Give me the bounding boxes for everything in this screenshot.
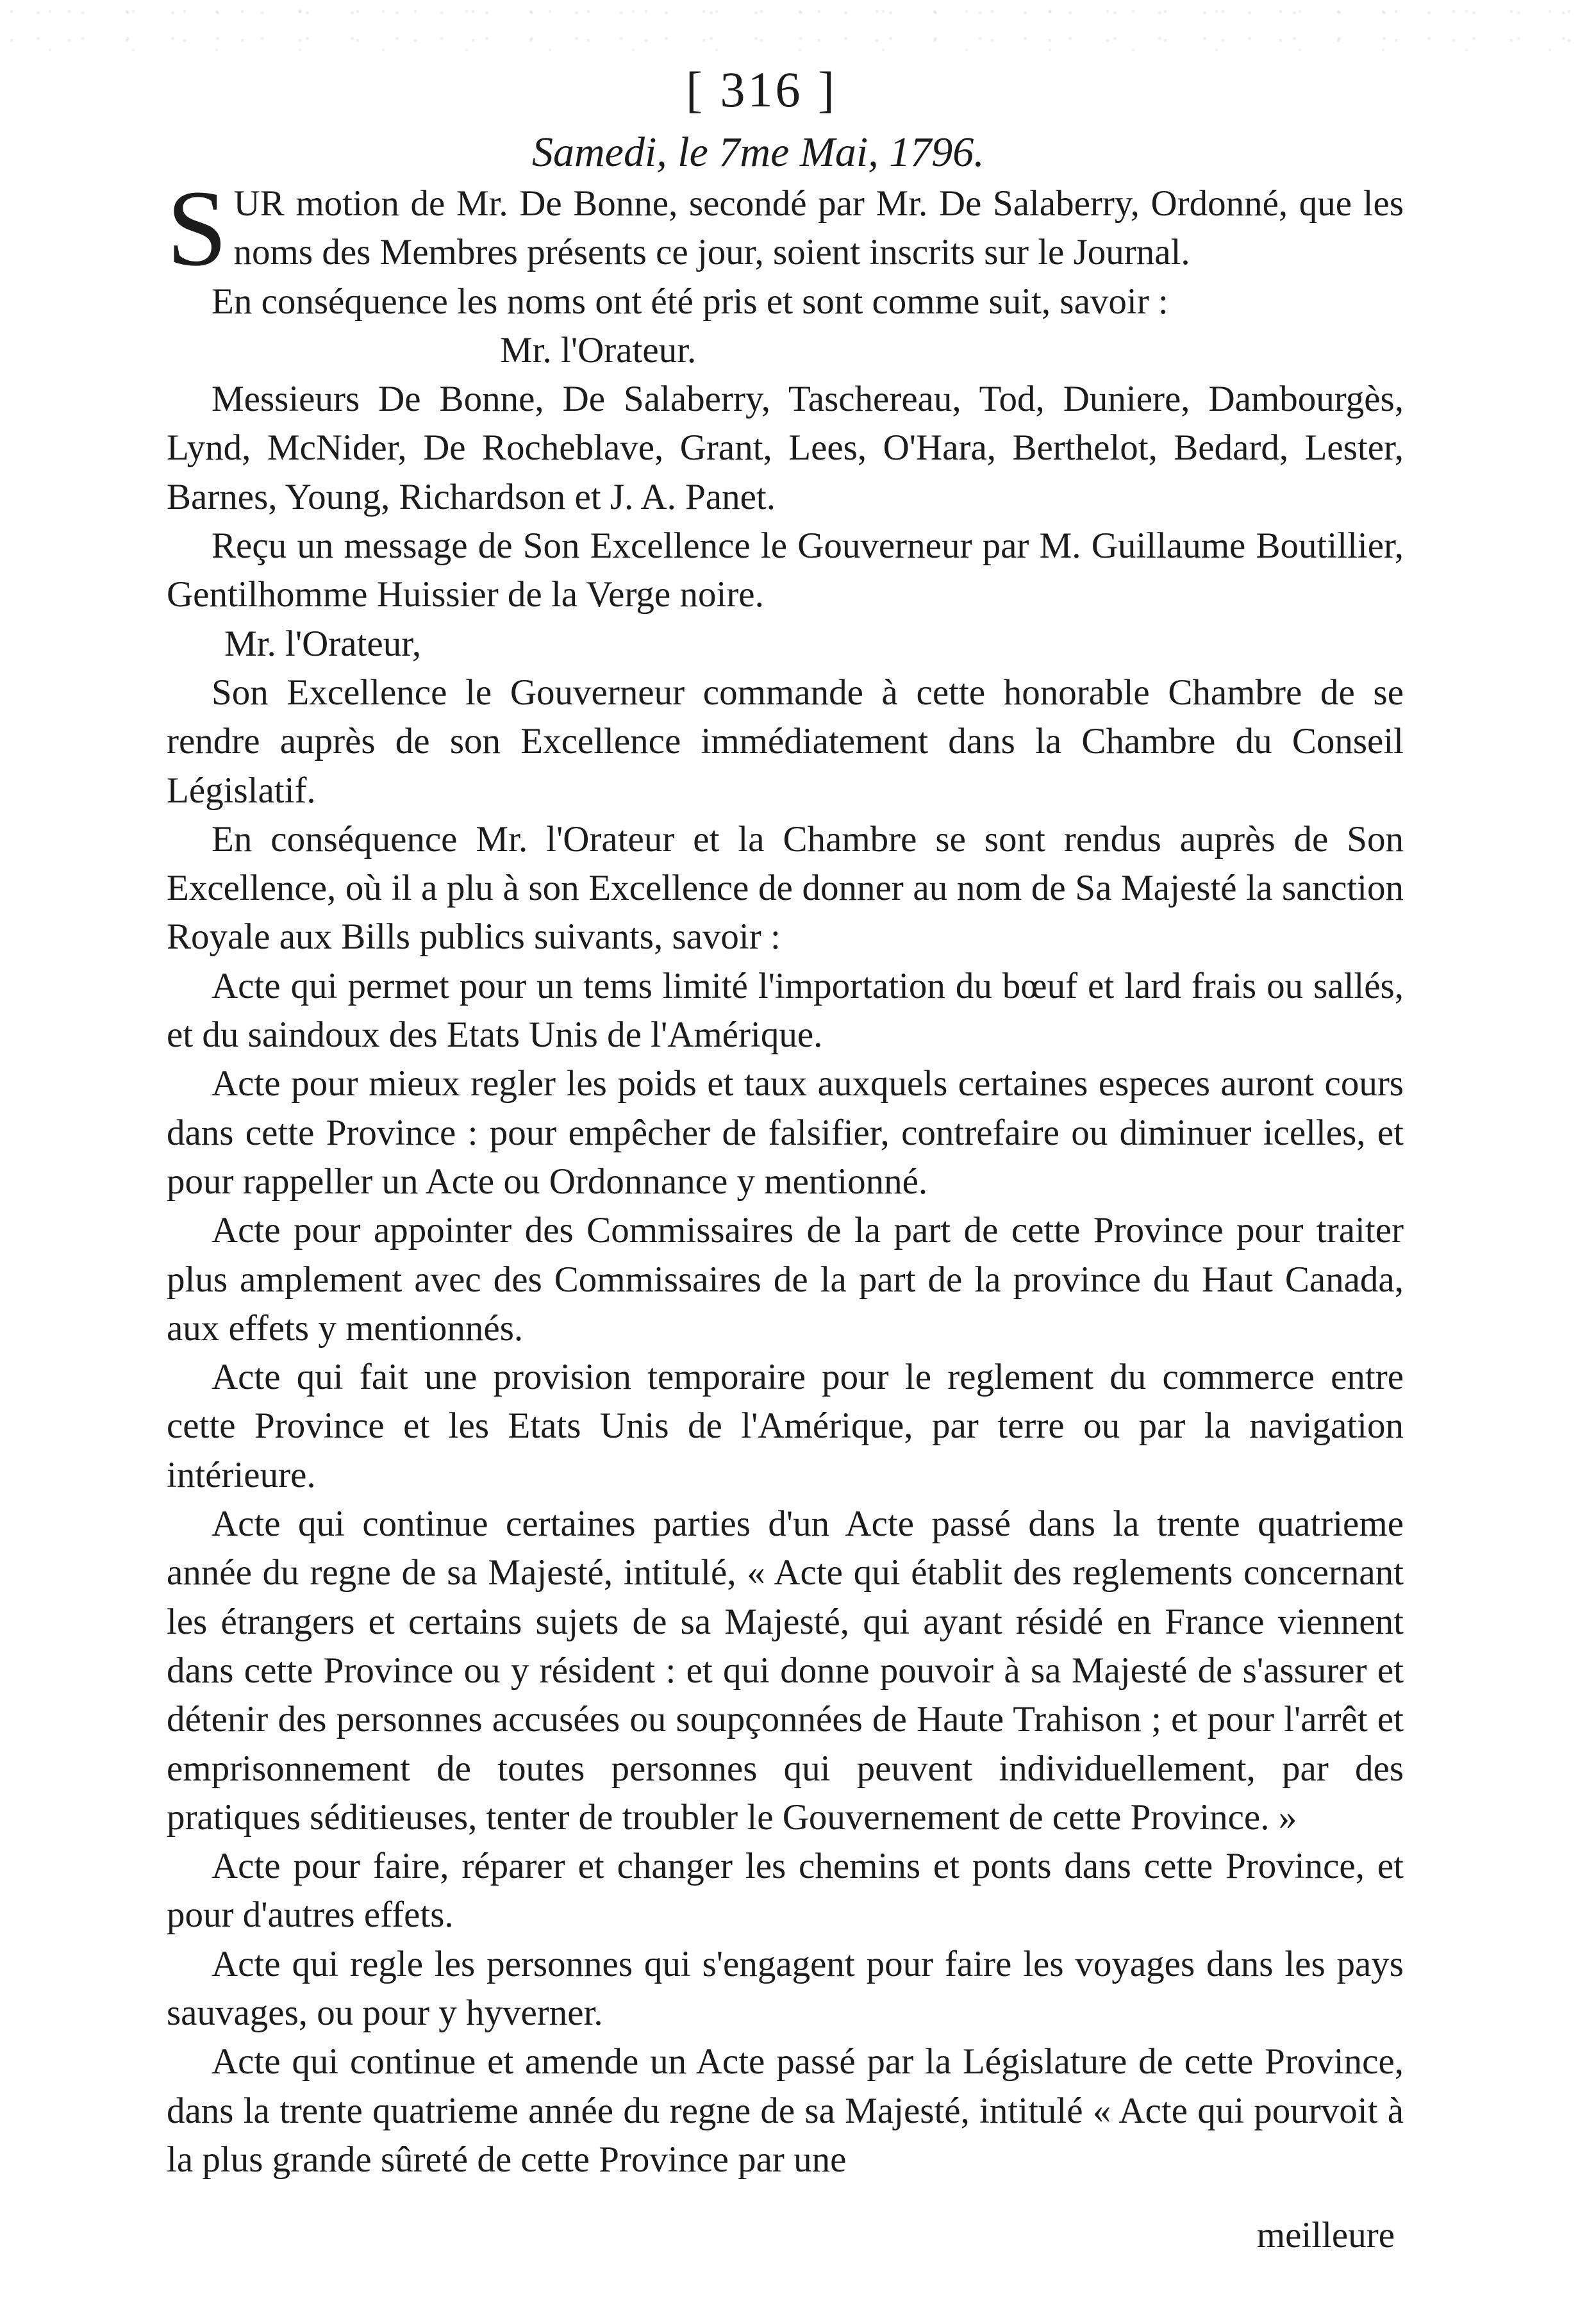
paragraph-text: UR motion de Mr. De Bonne, secondé par Mr. De Salaberry, Ordonné, que les noms des Membres présents ce jour, soient inscrits sur le Journal. (233, 183, 1404, 273)
dateline: Samedi, le 7me Mai, 1796. (532, 129, 985, 176)
drop-cap: S (167, 168, 228, 288)
journal-text (167, 168, 1404, 2184)
paragraph-act: Acte qui permet pour un tems limité l'importation du bœuf et lard frais ou sallés, et du saindoux des Etats Unis de l'Amérique. (167, 965, 1404, 1056)
paragraph-act: Acte qui fait une provision temporaire pour le reglement du commerce entre cette Province et les Etats Unis de l'Amérique, par terre ou par la navigation intérieure. (167, 1357, 1404, 1495)
paragraph-orateur: Mr. l'Orateur. (500, 329, 697, 370)
scan-noise-band (0, 0, 1587, 58)
paragraph-act: Acte qui continue et amende un Acte passé par la Législature de cette Province, dans la trente quatrieme année du regne de sa Majesté, intitulé « Acte qui pourvoit à la plus grande sûreté de cette Province par une (167, 2041, 1404, 2180)
paragraph-act: Acte pour faire, réparer et changer les chemins et ponts dans cette Province, et pour d'autres effets. (167, 1846, 1404, 1936)
paragraph: Reçu un message de Son Excellence le Gouverneur par M. Guillaume Boutillier, Gentilhomme Huissier de la Verge noire. (167, 526, 1404, 615)
paragraph: En conséquence Mr. l'Orateur et la Chambre se sont rendus auprès de Son Excellence, où il a plu à son Excellence de donner au nom de Sa Majesté la sanction Royale aux Bills publics suivants, savoir : (167, 818, 1404, 958)
page-number: [ 316 ] (686, 62, 837, 117)
paragraph-act: Acte pour mieux regler les poids et taux auxquels certaines especes auront cours dans cette Province : pour empêcher de falsifier, contrefaire ou diminuer icelles, et pour rappeller un Acte ou Ordonnance y mentionné. (167, 1063, 1404, 1202)
paragraph-act: Acte pour appointer des Commissaires de la part de cette Province pour traiter plus amplement avec des Commissaires de la part de la province du Haut Canada, aux effets y mentionnés. (167, 1210, 1404, 1349)
paragraph-act: Acte qui regle les personnes qui s'engagent pour faire les voyages dans les pays sauvages, ou pour y hyverner. (167, 1943, 1404, 2033)
paragraph-members: Messieurs De Bonne, De Salaberry, Taschereau, Tod, Duniere, Dambourgès, Lynd, McNider, De Rocheblave, Grant, Lees, O'Hara, Berthelot, Bedard, Lester, Barnes, Young, Richardson et J. A. Panet. (167, 379, 1404, 517)
paragraph: En conséquence les noms ont été pris et sont comme suit, savoir : (212, 281, 1168, 322)
paragraph-act: Acte qui continue certaines parties d'un Acte passé dans la trente quatrieme année du regne de sa Majesté, intitulé, « Acte qui établit des reglements concernant les étrangers et certains sujets de sa Majesté, qui ayant résidé en France viennent dans cette Province ou y résident : et qui donne pouvoir à sa Majesté de s'assurer et détenir des personnes accusées ou soupçonnées de Haute Trahison ; et pour l'arrêt et emprisonnement de toutes personnes qui peuvent individuellement, par des pratiques séditieuses, tenter de troubler le Gouvernement de cette Province. » (167, 1504, 1404, 1838)
paragraph: Son Excellence le Gouverneur commande à cette honorable Chambre de se rendre auprès de son Excellence immédiatement dans la Chambre du Conseil Législatif. (167, 672, 1404, 811)
catchword: meilleure (1256, 2215, 1395, 2255)
paragraph-motion (167, 168, 1404, 288)
paragraph-address: Mr. l'Orateur, (224, 623, 422, 664)
